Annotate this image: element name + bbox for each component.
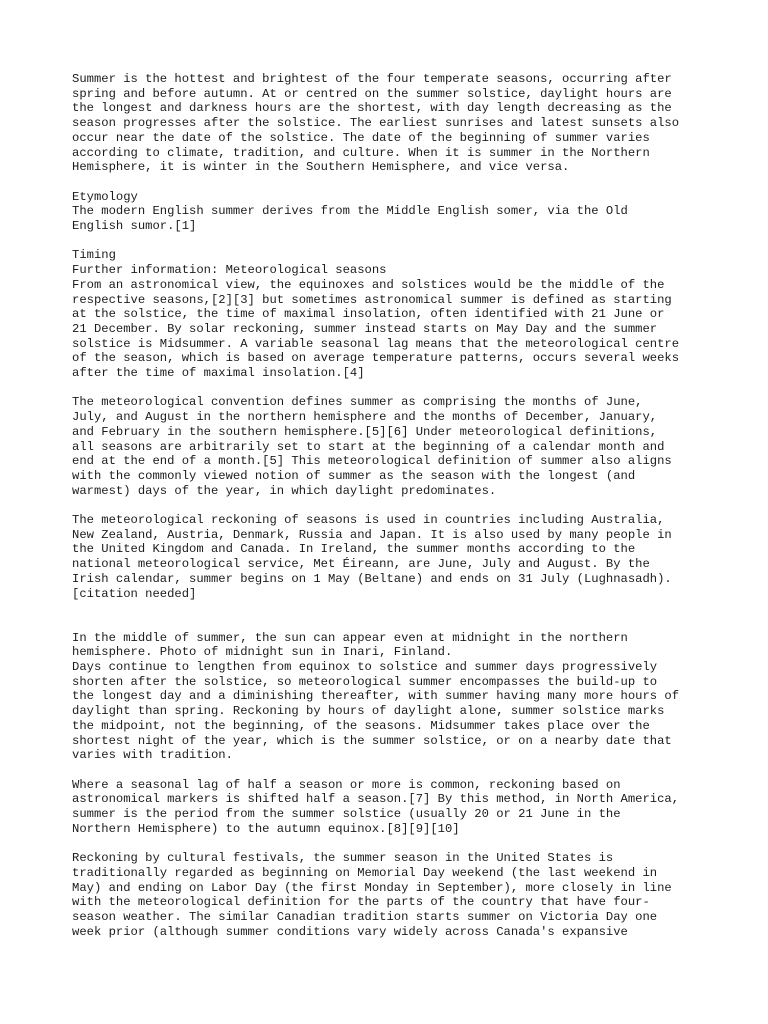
timing-paragraph-3 [72, 513, 712, 601]
text-line: season weather. The similar Canadian tradition starts summer on Victoria Day one [72, 909, 658, 924]
text-line: the longest and darkness hours are the shortest, with day length decreasing as the [72, 101, 672, 116]
text-line: all seasons are arbitrarily set to start at the beginning of a calendar month and [72, 439, 665, 454]
text-line: Hemisphere, it is winter in the Southern Hemisphere, and vice versa. [72, 160, 570, 175]
text-line: shortest night of the year, which is the summer solstice, or on a nearby date that [72, 733, 672, 748]
text-line: at the solstice, the time of maximal insolation, often identified with 21 June or [72, 307, 665, 322]
text-line: the United Kingdom and Canada. In Ireland, the summer months according to the [72, 542, 636, 557]
text-line: respective seasons,[2][3] but sometimes astronomical summer is defined as starting [72, 292, 672, 307]
timing-section [72, 248, 712, 939]
intro-paragraph [72, 72, 712, 175]
text-line: the longest day and a diminishing thereafter, with summer having many more hours of [72, 689, 680, 704]
image-caption [72, 631, 712, 660]
section-heading-timing: Timing [72, 248, 116, 263]
text-line: with the meteorological definition for the parts of the country that have four- [72, 895, 650, 910]
text-line: summer is the period from the summer solstice (usually 20 or 21 June in the [72, 807, 621, 822]
text-line: Where a seasonal lag of half a season or more is common, reckoning based on [72, 777, 621, 792]
text-line: [citation needed] [72, 586, 197, 601]
text-line: and February in the southern hemisphere.[5][6] Under meteorological definitions, [72, 424, 658, 439]
text-line: solstice is Midsummer. A variable seasonal lag means that the meteorological centre [72, 336, 680, 351]
document-page [72, 72, 712, 939]
text-line: week prior (although summer conditions vary widely across Canada's expansive [72, 924, 628, 939]
text-line: national meteorological service, Met Éireann, are June, July and August. By the [72, 557, 650, 572]
text-line: Reckoning by cultural festivals, the summer season in the United States is [72, 851, 614, 866]
timing-paragraph-4 [72, 660, 712, 763]
timing-paragraph-6 [72, 851, 712, 939]
etymology-section [72, 190, 712, 234]
text-line: traditionally regarded as beginning on Memorial Day weekend (the last weekend in [72, 865, 658, 880]
timing-paragraph-1 [72, 278, 712, 381]
text-line: end at the end of a month.[5] This meteorological definition of summer also aligns [72, 454, 672, 469]
text-line: shorten after the solstice, so meteorological summer encompasses the build-up to [72, 674, 658, 689]
text-line: warmest) days of the year, in which daylight predominates. [72, 483, 497, 498]
text-line: spring and before autumn. At or centred on the summer solstice, daylight hours are [72, 86, 672, 101]
text-line: In the middle of summer, the sun can appear even at midnight in the northern [72, 630, 628, 645]
text-line: hemisphere. Photo of midnight sun in Inari, Finland. [72, 645, 453, 660]
text-line: Days continue to lengthen from equinox to solstice and summer days progressively [72, 660, 658, 675]
text-line: From an astronomical view, the equinoxes and solstices would be the middle of the [72, 277, 665, 292]
further-information-note: Further information: Meteorological seasons [72, 263, 387, 278]
section-heading-etymology: Etymology [72, 189, 138, 204]
text-line: astronomical markers is shifted half a season.[7] By this method, in North America, [72, 792, 680, 807]
text-line: season progresses after the solstice. The earliest sunrises and latest sunsets also [72, 116, 680, 131]
text-line: after the time of maximal insolation.[4] [72, 366, 365, 381]
timing-paragraph-2 [72, 395, 712, 498]
text-line: The meteorological convention defines summer as comprising the months of June, [72, 395, 643, 410]
text-line: Northern Hemisphere) to the autumn equinox.[8][9][10] [72, 821, 460, 836]
timing-paragraph-5 [72, 778, 712, 837]
text-line: The meteorological reckoning of seasons is used in countries including Australia, [72, 513, 665, 528]
text-line: July, and August in the northern hemisphere and the months of December, January, [72, 410, 658, 425]
text-line: occur near the date of the solstice. The date of the beginning of summer varies [72, 130, 650, 145]
text-line: New Zealand, Austria, Denmark, Russia and Japan. It is also used by many people in [72, 527, 672, 542]
text-line: English sumor.[1] [72, 219, 197, 234]
text-line: Irish calendar, summer begins on 1 May (Beltane) and ends on 31 July (Lughnasadh). [72, 571, 672, 586]
text-line: The modern English summer derives from the Middle English somer, via the Old [72, 204, 628, 219]
text-line: according to climate, tradition, and culture. When it is summer in the Northern [72, 145, 650, 160]
text-line: of the season, which is based on average temperature patterns, occurs several weeks [72, 351, 680, 366]
text-line: 21 December. By solar reckoning, summer instead starts on May Day and the summer [72, 321, 658, 336]
text-line: daylight than spring. Reckoning by hours of daylight alone, summer solstice marks [72, 704, 665, 719]
text-line: May) and ending on Labor Day (the first Monday in September), more closely in line [72, 880, 672, 895]
text-line: the midpoint, not the beginning, of the seasons. Midsummer takes place over the [72, 718, 650, 733]
text-line: varies with tradition. [72, 748, 233, 763]
text-line: with the commonly viewed notion of summer as the season with the longest (and [72, 468, 636, 483]
text-line: Summer is the hottest and brightest of the four temperate seasons, occurring after [72, 72, 672, 86]
